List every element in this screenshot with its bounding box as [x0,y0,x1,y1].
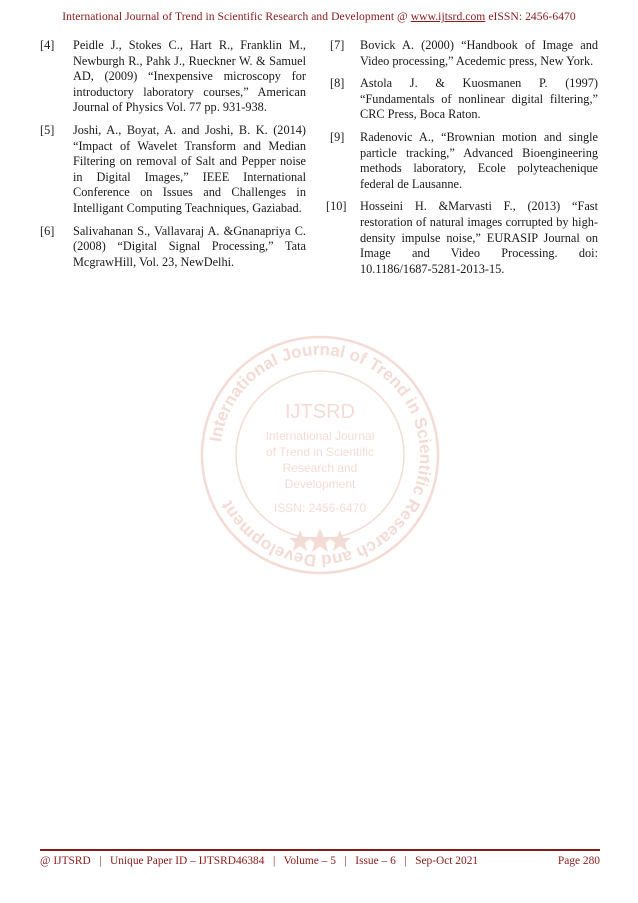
reference-item [326,130,598,192]
header-prefix: International Journal of Trend in Scientific Research and Development @ [62,10,411,23]
reference-item [326,76,598,123]
reference-text: Hosseini H. &Marvasti F., (2013) “Fast restoration of natural images corrupted by high-density impulse noise,” EURASIP Journal on Image and Video Processing. doi: 10.1186/1687-5281-2013-15. [360,199,598,276]
seal-issn: ISSN: 2456-6470 [273,501,367,515]
references-left-column [40,38,306,277]
references-right-column [326,38,598,284]
seal-line: Research and [282,461,358,475]
footer-paper-info: @ IJTSRD | Unique Paper ID – IJTSRD46384 | Volume – 5 | Issue – 6 | Sep-Oct 2021 [40,855,479,867]
journal-header [0,10,638,23]
seal-line: International Journal [265,429,375,443]
reference-number: [6] [40,223,55,238]
seal-arc-text: International Journal of Trend in Scientific Research and Development [205,339,436,571]
page-number: Page 280 [557,855,600,867]
reference-number: [4] [40,38,55,52]
reference-number: [8] [330,76,345,91]
ijtsrd-watermark-seal [195,330,445,580]
header-suffix: eISSN: 2456-6470 [485,10,576,23]
seal-acronym: IJTSRD [285,401,355,423]
seal-line: Development [284,477,356,491]
seal-line: of Trend in Scientific [265,445,375,459]
reference-number: [7] [330,38,345,52]
reference-text: Joshi, A., Boyat, A. and Joshi, B. K. (2014) “Impact of Wavelet Transform and Median Filtering on removal of Salt and Pepper noise in Digital Images,” IEEE International Conference on Issues and Challenges in Intelligant Computing Teachniques, Gaziabad. [73,122,306,215]
reference-item [40,38,306,116]
reference-text: Salivahanan S., Vallavaraj A. &Gnanapriya C. (2008) “Digital Signal Processing,” Tata McgrawHill, Vol. 23, NewDelhi. [73,223,306,269]
reference-item [326,38,598,69]
footer-divider [40,849,600,851]
reference-number: [5] [40,122,55,137]
seal-stars-icon [289,528,351,552]
reference-item [40,224,306,271]
reference-number: [9] [330,129,345,144]
reference-text: Astola J. & Kuosmanen P. (1997) “Fundamentals of nonlinear digital filtering,” CRC Press, Boca Raton. [360,76,598,122]
reference-item [326,199,598,277]
reference-text: Radenovic A., “Brownian motion and single particle tracking,” Advanced Bioengineering methods laboratory, Ecole polyteachenique federal de Lausanne. [360,129,598,191]
reference-item [40,123,306,217]
reference-text: Peidle J., Stokes C., Hart R., Franklin M., Newburgh R., Pahk J., Rueckner W. & Samuel AD, (2009) “Inexpensive microscopy for introductory laboratory courses,” American Journal of Physics Vol. 77 pp. 931-938. [73,38,306,115]
reference-text: Bovick A. (2000) “Handbook of Image and Video processing,” Acedemic press, New York. [360,38,598,68]
journal-website-link[interactable]: www.ijtsrd.com [410,10,486,23]
reference-number: [10] [326,199,347,214]
